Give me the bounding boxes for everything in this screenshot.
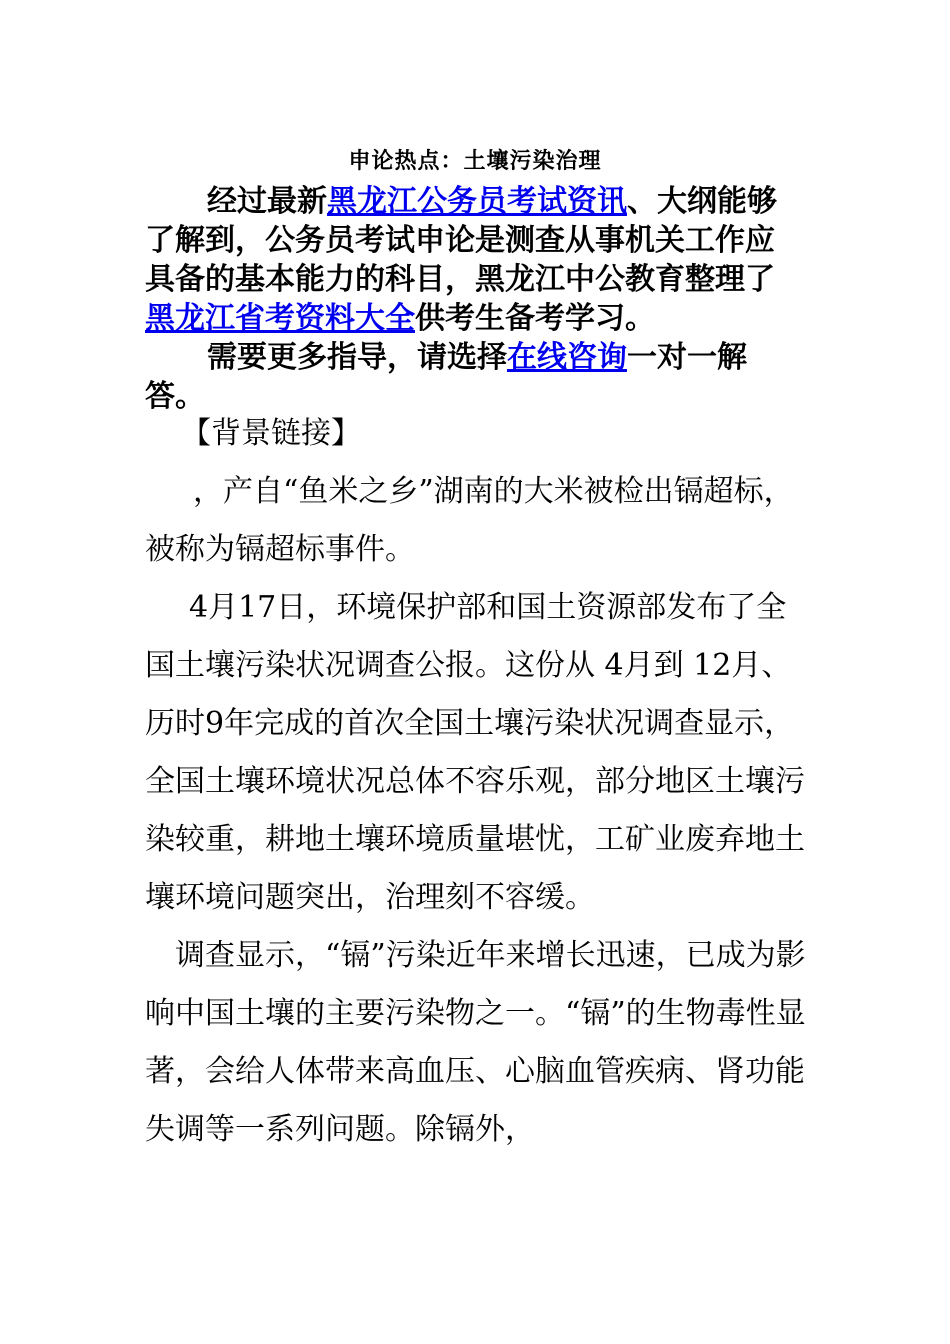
body-paragraph-3: 调查显示，“镉”污染近年来增长迅速，已成为影响中国土壤的主要污染物之一。“镉”的生物毒性显著，会给人体带来高血压、心脑血管疾病、肾功能失调等一系列问题。除镉外， [145,938,806,1147]
intro-block [145,182,795,416]
intro-text-2: 、大纲能够了解到，公务员考试申论是测查从事机关工作应具备的基本能力的科目，黑龙江中公教育整理了 [145,184,777,297]
intro-text-4: 需要更多指导，请选择 [207,340,507,375]
heilongjiang-exam-materials-link[interactable]: 黑龙江省考资料大全 [145,301,415,336]
online-consult-link[interactable]: 在线咨询 [507,340,627,375]
section-heading: 【背景链接】 [181,416,361,451]
intro-paragraph-1 [145,182,795,338]
body-paragraph-2: 4月17日，环境保护部和国土资源部发布了全国土壤污染状况调查公报。这份从 4月到 12月、历时9年完成的首次全国土壤污染状况调查显示，全国土壤环境状况总体不容乐观，部分地区土壤污染较重，耕地土壤环境质量堪忧，工矿业废弃地土壤环境问题突出，治理刻不容缓。 [145,590,805,915]
article-body [145,405,810,1159]
heilongjiang-exam-news-link[interactable]: 黑龙江公务员考试资讯 [327,184,627,219]
intro-text-5: 一对一解答。 [145,340,747,414]
intro-text-1: 经过最新 [207,184,327,219]
body-paragraph-1: ，产自“鱼米之乡”湖南的大米被检出镉超标，被称为镉超标事件。 [145,474,794,567]
intro-text-3: 供考生备考学习。 [415,301,655,336]
document-title: 申论热点：土壤污染治理 [348,148,602,174]
